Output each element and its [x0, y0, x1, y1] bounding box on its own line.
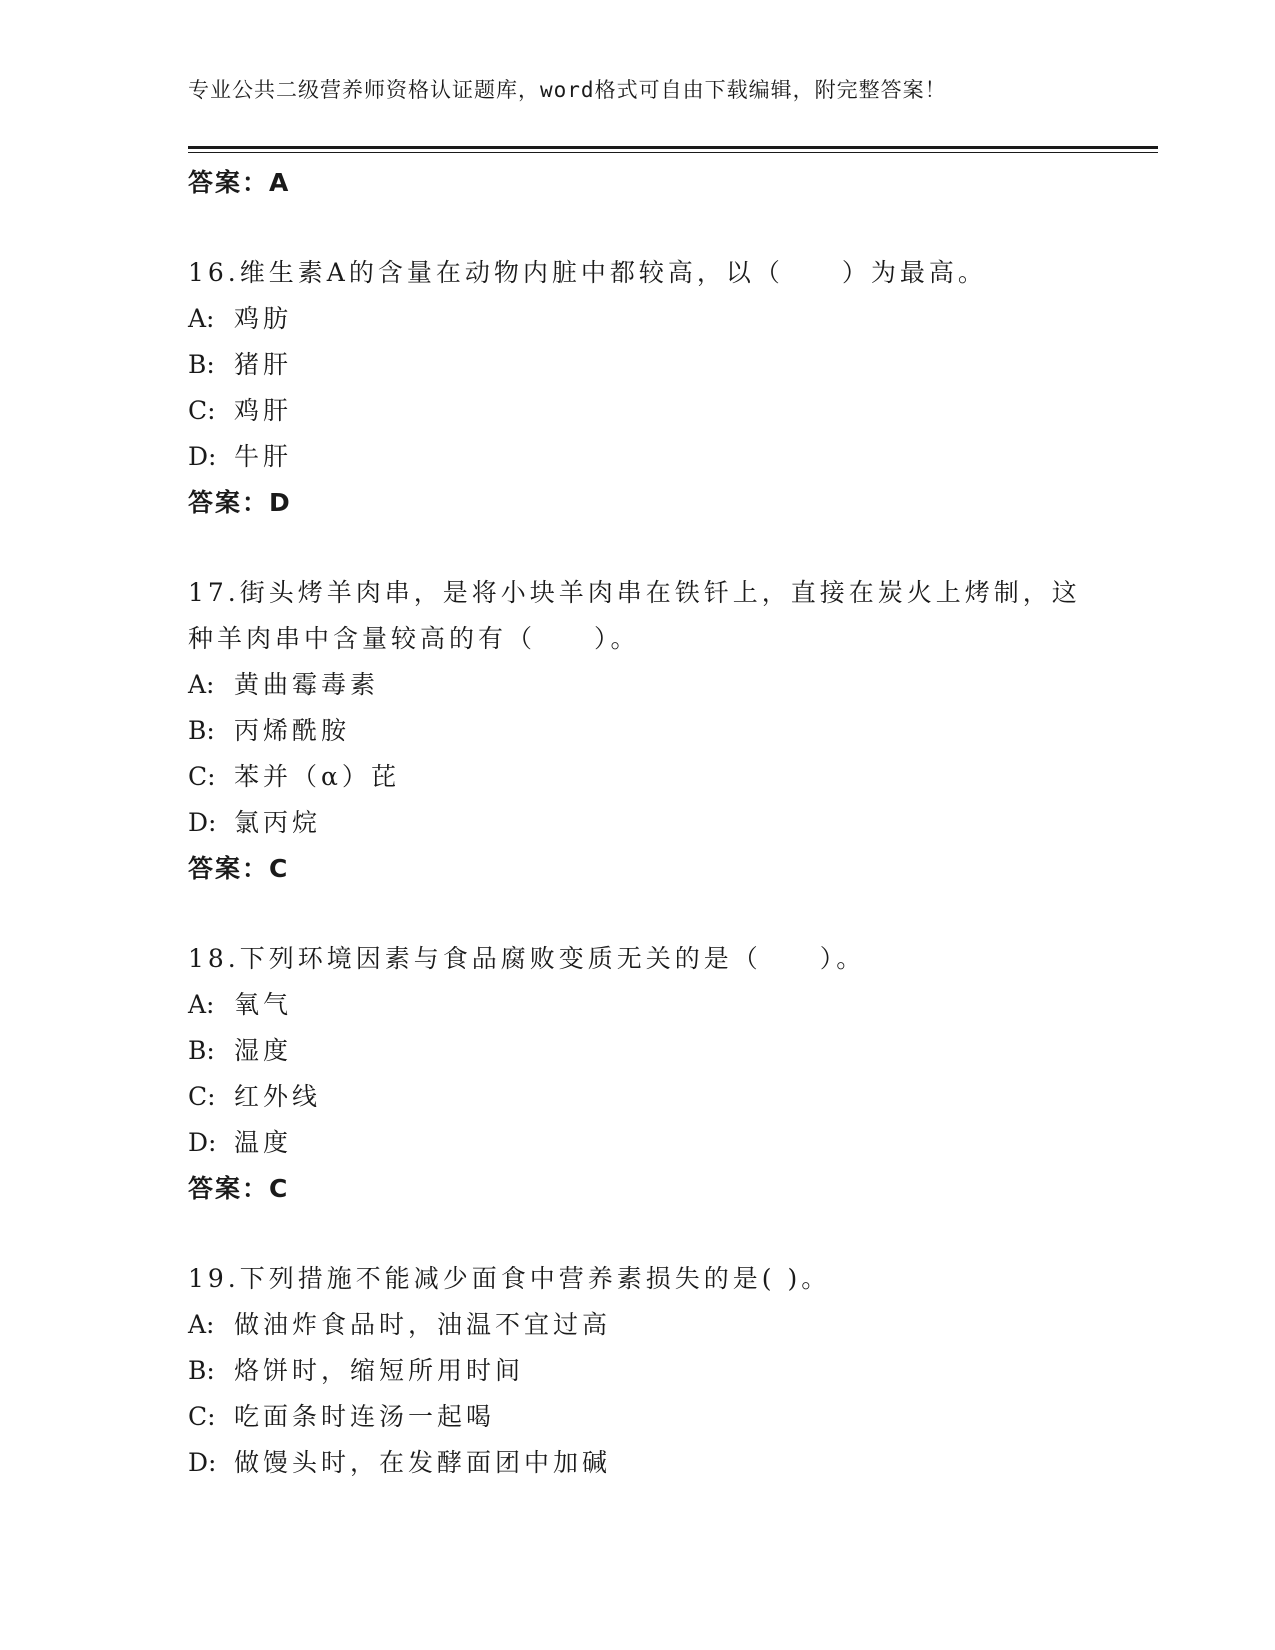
- question-stem-continued: 种羊肉串中含量较高的有（ ）。: [188, 624, 640, 653]
- option-text: 烙饼时，缩短所用时间: [234, 1356, 525, 1385]
- option-a: [188, 982, 1158, 1028]
- option-c: [188, 1394, 1158, 1440]
- question-stem: 16.维生素A的含量在动物内脏中都较高，以（ ）为最高。: [188, 258, 987, 287]
- question-stem: 19.下列措施不能减少面食中营养素损失的是( )。: [188, 1264, 831, 1293]
- question-stem: 17.街头烤羊肉串，是将小块羊肉串在铁钎上，直接在炭火上烤制，这: [188, 578, 1081, 607]
- option-c: [188, 754, 1158, 800]
- header-rule-thick: [188, 146, 1158, 149]
- option-label: D:: [188, 1128, 217, 1157]
- option-text: 牛肝: [234, 442, 293, 471]
- option-d: [188, 1440, 1158, 1486]
- option-d: [188, 1120, 1158, 1166]
- question-block: [188, 250, 1158, 526]
- option-label: D:: [188, 808, 217, 837]
- option-b: [188, 1348, 1158, 1394]
- option-b: [188, 1028, 1158, 1074]
- option-text: 氧气: [234, 990, 293, 1019]
- option-a: [188, 1302, 1158, 1348]
- option-label: A:: [188, 304, 215, 333]
- answer: 答案：C: [188, 1174, 290, 1203]
- option-c: [188, 1074, 1158, 1120]
- question-block: [188, 936, 1158, 1212]
- option-label: A:: [188, 990, 215, 1019]
- option-label: C:: [188, 1082, 216, 1111]
- option-a: [188, 296, 1158, 342]
- option-label: C:: [188, 762, 216, 791]
- option-text: 鸡肝: [234, 396, 293, 425]
- option-text: 湿度: [234, 1036, 293, 1065]
- option-text: 氯丙烷: [234, 808, 322, 837]
- option-label: C:: [188, 1402, 216, 1431]
- option-label: A:: [188, 1310, 215, 1339]
- option-text: 红外线: [234, 1082, 322, 1111]
- page-header: 专业公共二级营养师资格认证题库，word格式可自由下载编辑，附完整答案！: [188, 78, 947, 102]
- option-text: 猪肝: [234, 350, 293, 379]
- option-label: B:: [188, 716, 215, 745]
- option-label: A:: [188, 670, 215, 699]
- option-label: D:: [188, 1448, 217, 1477]
- option-b: [188, 708, 1158, 754]
- option-d: [188, 434, 1158, 480]
- option-label: D:: [188, 442, 217, 471]
- option-b: [188, 342, 1158, 388]
- answer: 答案：C: [188, 854, 290, 883]
- header-rule-thin: [188, 152, 1158, 153]
- option-label: B:: [188, 1356, 215, 1385]
- question-block: [188, 570, 1158, 892]
- option-text: 做馒头时，在发酵面团中加碱: [234, 1448, 612, 1477]
- question-block: [188, 1256, 1158, 1486]
- previous-answer: 答案：A: [188, 168, 291, 197]
- option-text: 鸡肪: [234, 304, 293, 333]
- option-d: [188, 800, 1158, 846]
- option-a: [188, 662, 1158, 708]
- question-list: [188, 160, 1158, 1486]
- answer: 答案：D: [188, 488, 292, 517]
- option-label: B:: [188, 1036, 215, 1065]
- option-text: 吃面条时连汤一起喝: [234, 1402, 496, 1431]
- option-text: 做油炸食品时，油温不宜过高: [234, 1310, 612, 1339]
- question-stem: 18.下列环境因素与食品腐败变质无关的是（ ）。: [188, 944, 866, 973]
- option-c: [188, 388, 1158, 434]
- option-text: 苯并（α）芘: [234, 762, 400, 791]
- option-text: 黄曲霉毒素: [234, 670, 380, 699]
- option-label: C:: [188, 396, 216, 425]
- option-label: B:: [188, 350, 215, 379]
- option-text: 丙烯酰胺: [234, 716, 351, 745]
- option-text: 温度: [234, 1128, 293, 1157]
